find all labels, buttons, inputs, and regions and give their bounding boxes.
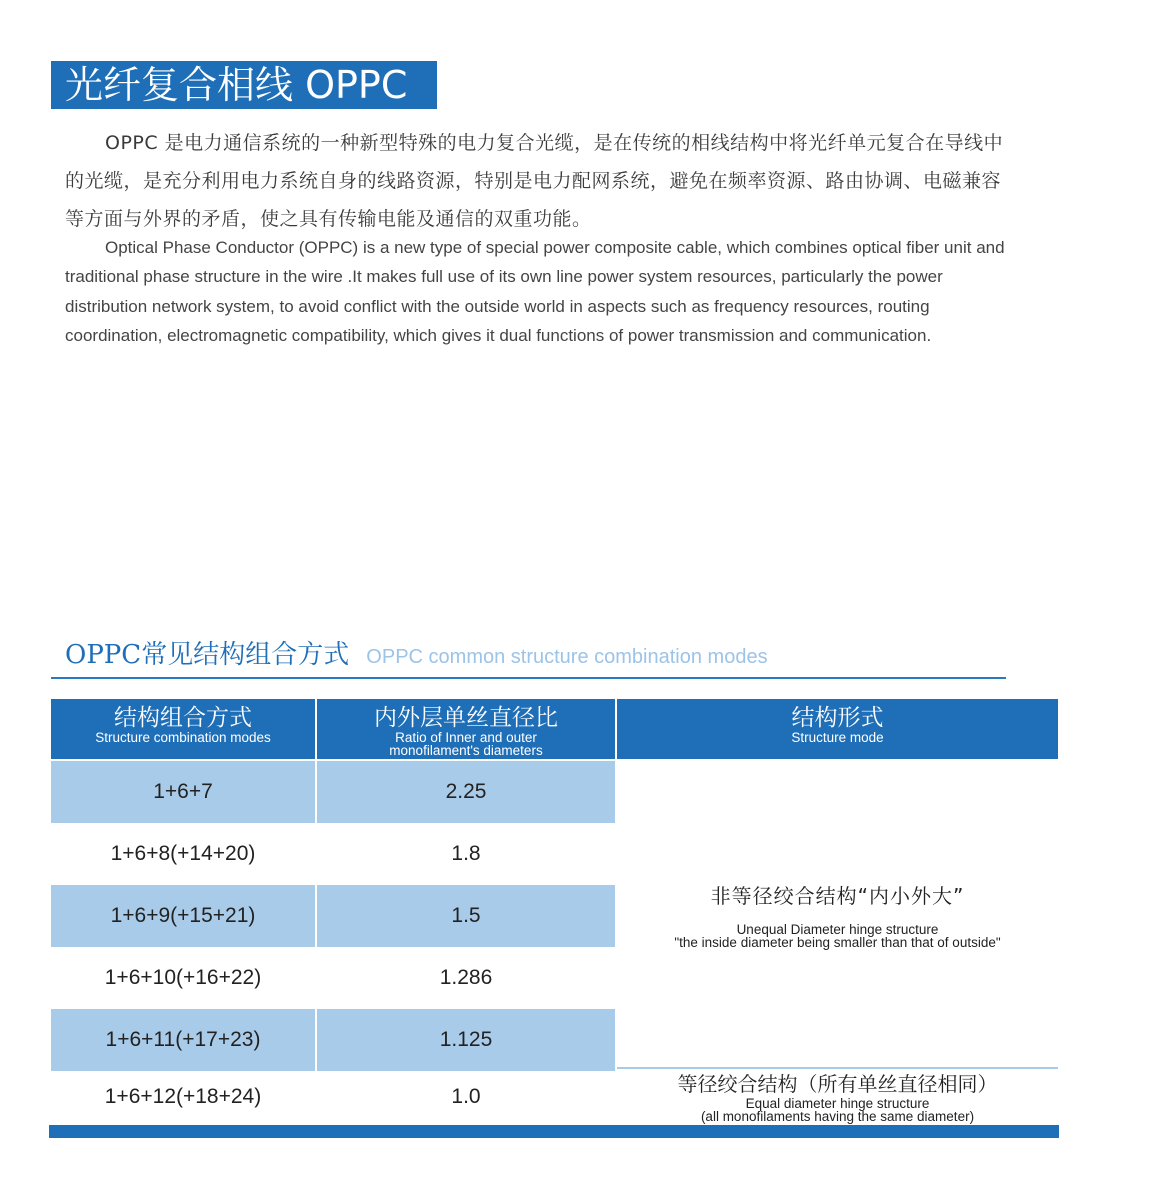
section-title-zh: OPPC常见结构组合方式 (65, 640, 350, 670)
intro-english (65, 233, 1020, 350)
bottom-bar (49, 1125, 1059, 1138)
structure-equal-zh: 等径绞合结构（所有单丝直径相同） (677, 1072, 998, 1096)
structure-equal-en1: Equal diameter hinge structure (745, 1096, 930, 1111)
cell-ratio-3: 1.5 (317, 885, 615, 947)
cell-ratio-1: 2.25 (317, 761, 615, 823)
cell-ratio-2: 1.8 (451, 842, 481, 865)
page-title: 光纤复合相线 OPPC (51, 61, 437, 109)
header-zh: 内外层单丝直径比 (374, 705, 558, 731)
header-en: Structure combination modes (95, 730, 271, 745)
header-diameter-ratio (317, 699, 615, 759)
cell-mode-4: 1+6+10(+16+22) (104, 966, 262, 989)
header-combination-modes (51, 699, 315, 759)
structure-equal-en2: (all monofilaments having the same diameter) (700, 1109, 975, 1124)
section-heading (65, 634, 768, 671)
intro-english-text: Optical Phase Conductor (OPPC) is a new type of special power composite cable, which combines optical fiber unit and traditional phase structure in the wire .It makes full use of its own line power system resources, particularly the power distribution network system, to avoid conflict with the outside world in aspects such as frequency resources, routing coordination, electromagnetic compatibility, which gives it dual functions of power transmission and communication. (65, 238, 1005, 345)
cell-mode-2: 1+6+8(+14+20) (110, 842, 256, 865)
structure-unequal-en2: "the inside diameter being smaller than that of outside" (674, 934, 1001, 950)
section-title-en: OPPC common structure combination modes (366, 646, 768, 668)
structure-unequal-en1: Unequal Diameter hinge structure (736, 921, 939, 937)
cell-mode-6: 1+6+12(+18+24) (104, 1085, 262, 1108)
header-en: Structure mode (791, 730, 884, 745)
header-zh: 结构组合方式 (114, 705, 252, 731)
structure-equal-cell (617, 1069, 1058, 1125)
cell-mode-1: 1+6+7 (51, 761, 315, 823)
cell-ratio-4: 1.286 (439, 966, 493, 989)
structure-unequal-zh: 非等径绞合结构“内小外大” (710, 883, 965, 908)
intro-chinese-text: OPPC 是电力通信系统的一种新型特殊的电力复合光缆，是在传统的相线结构中将光纤单元复合在导线中的光缆，是充分利用电力系统自身的线路资源，特别是电力配网系统，避免在频率资源、路由协调、电磁兼容等方面与外界的矛盾，使之具有传输电能及通信的双重功能。 (65, 132, 1004, 230)
header-structure-mode (617, 699, 1058, 759)
header-zh: 结构形式 (791, 705, 884, 731)
cell-mode-5: 1+6+11(+17+23) (51, 1009, 315, 1071)
cell-ratio-5: 1.125 (317, 1009, 615, 1071)
header-en: Ratio of Inner and outer monofilament's diameters (389, 730, 543, 758)
cell-ratio-6: 1.0 (451, 1085, 481, 1108)
cell-mode-3: 1+6+9(+15+21) (51, 885, 315, 947)
intro-chinese (65, 124, 1020, 238)
structure-unequal-cell (617, 761, 1058, 1067)
section-divider (51, 677, 1006, 679)
